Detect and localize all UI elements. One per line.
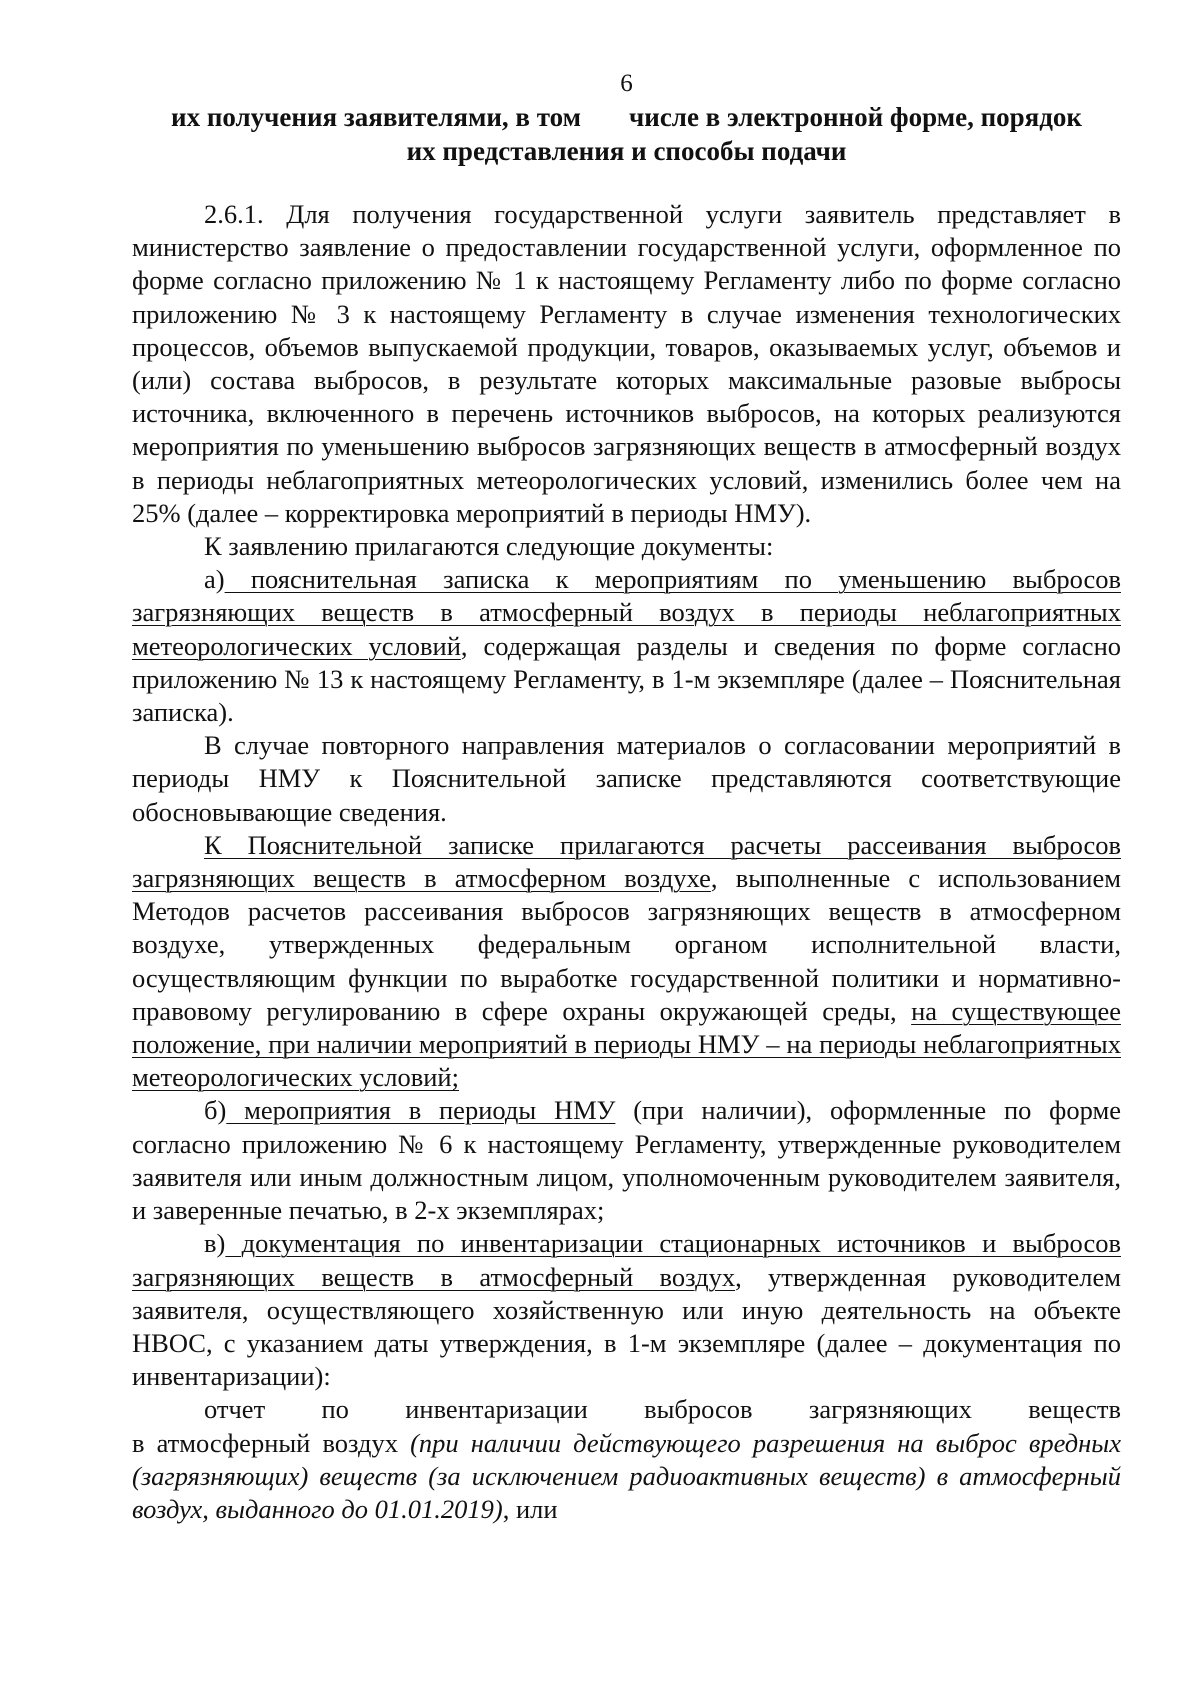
page-number: 6 <box>620 70 633 97</box>
heading-line2: их представления и способы подачи <box>406 136 847 166</box>
section-heading <box>132 100 1121 168</box>
paragraph-item-a <box>132 563 1121 729</box>
heading-line1-part1: их получения заявителями, в том <box>171 102 582 132</box>
item-a-underlined-text: пояснительная записка к мероприятиям по уменьшению выбросов загрязняющих веществ в атмосферный воздух в периоды неблагоприятных метеорологических условий <box>132 564 1121 661</box>
paragraph-item-v <box>132 1227 1121 1393</box>
item-a-marker: а) <box>204 564 225 595</box>
inventory-report-text: в атмосферный воздух <box>132 1427 411 1458</box>
item-b-marker: б) <box>204 1095 227 1126</box>
item-v-text: , утвержденная руководителем заявителя, осуществляющего хозяйственную или иную деятельность на объекте НВОС, с указанием даты утверждения, в 1-м экземпляре (далее – документация по инвентаризации): <box>132 1261 1121 1392</box>
inventory-report-italic: (при наличии действующего разрешения на выброс вредных (загрязняющих) веществ (за исключением радиоактивных веществ) в атмосферный воздух, выданного до 01.01.2019) <box>132 1427 1121 1524</box>
paragraph-item-b <box>132 1094 1121 1227</box>
item-b-underlined-text: мероприятия в периоды НМУ <box>226 1095 616 1126</box>
paragraph-attachments-intro: К заявлению прилагаются следующие документы: <box>204 531 774 562</box>
paragraph-2-6-1: 2.6.1. Для получения государственной услуги заявитель представляет в министерство заявление о предоставлении государственной услуги, оформленное по форме согласно приложению № 1 к настоящему Регламенту либо по форме согласно приложению № 3 к настоящему Регламенту в случае изменения технологических процессов, объемов выпускаемой продукции, товаров, оказываемых услуг, объемов и (или) состава выбросов, в результате которых максимальные разовые выбросы источника, включенного в перечень источников выбросов, на которых реализуются мероприятия по уменьшению выбросов загрязняющих веществ в атмосферный воздух в периоды неблагоприятных метеорологических условий, изменились более чем на 25% (далее – корректировка мероприятий в периоды НМУ). <box>132 199 1121 528</box>
dispersion-underlined-end: на существующее положение, при наличии мероприятий в периоды НМУ – на периоды неблагоприятных метеорологических условий; <box>132 995 1121 1093</box>
paragraph-repeat-submission: В случае повторного направления материалов о согласовании мероприятий в периоды НМУ к Пояснительной записке представляются соответствующие обосновывающие сведения. <box>132 730 1121 827</box>
item-a-text: , содержащая разделы и сведения по форме согласно приложению № 13 к настоящему Регламенту, в 1-м экземпляре (далее – Пояснительная записка). <box>132 630 1121 728</box>
inventory-report-end: , или <box>502 1493 558 1524</box>
paragraph-dispersion-calculations <box>132 829 1121 1095</box>
paragraph-inventory-report <box>132 1427 1121 1527</box>
item-b-text: (при наличии), оформленные по форме согласно приложению № 6 к настоящему Регламенту, утвержденные руководителем заявителя или иным должностным лицом, уполномоченным руководителем заявителя, и заверенные печатью, в 2-х экземплярах; <box>132 1095 1121 1226</box>
paragraph-inventory-report-line1: отчет по инвентаризации выбросов загрязняющих веществ <box>204 1394 1121 1425</box>
dispersion-underlined-text: К Пояснительной записке прилагаются расчеты рассеивания выбросов загрязняющих веществ в атмосферном воздухе <box>132 829 1121 894</box>
dispersion-text: , выполненные с использованием Методов расчетов рассеивания выбросов загрязняющих веществ в атмосферном воздухе, утвержденных федеральным органом исполнительной власти, осуществляющим функции по выработке государственной политики и нормативно-правовому регулированию в сфере охраны окружающей среды, <box>132 863 1121 1026</box>
item-v-marker: в) <box>204 1228 226 1259</box>
item-v-underlined-text: документация по инвентаризации стационарных источников и выбросов загрязняющих веществ в атмосферный воздух <box>132 1228 1121 1292</box>
heading-line1-part2: числе в электронной форме, порядок <box>629 102 1082 132</box>
